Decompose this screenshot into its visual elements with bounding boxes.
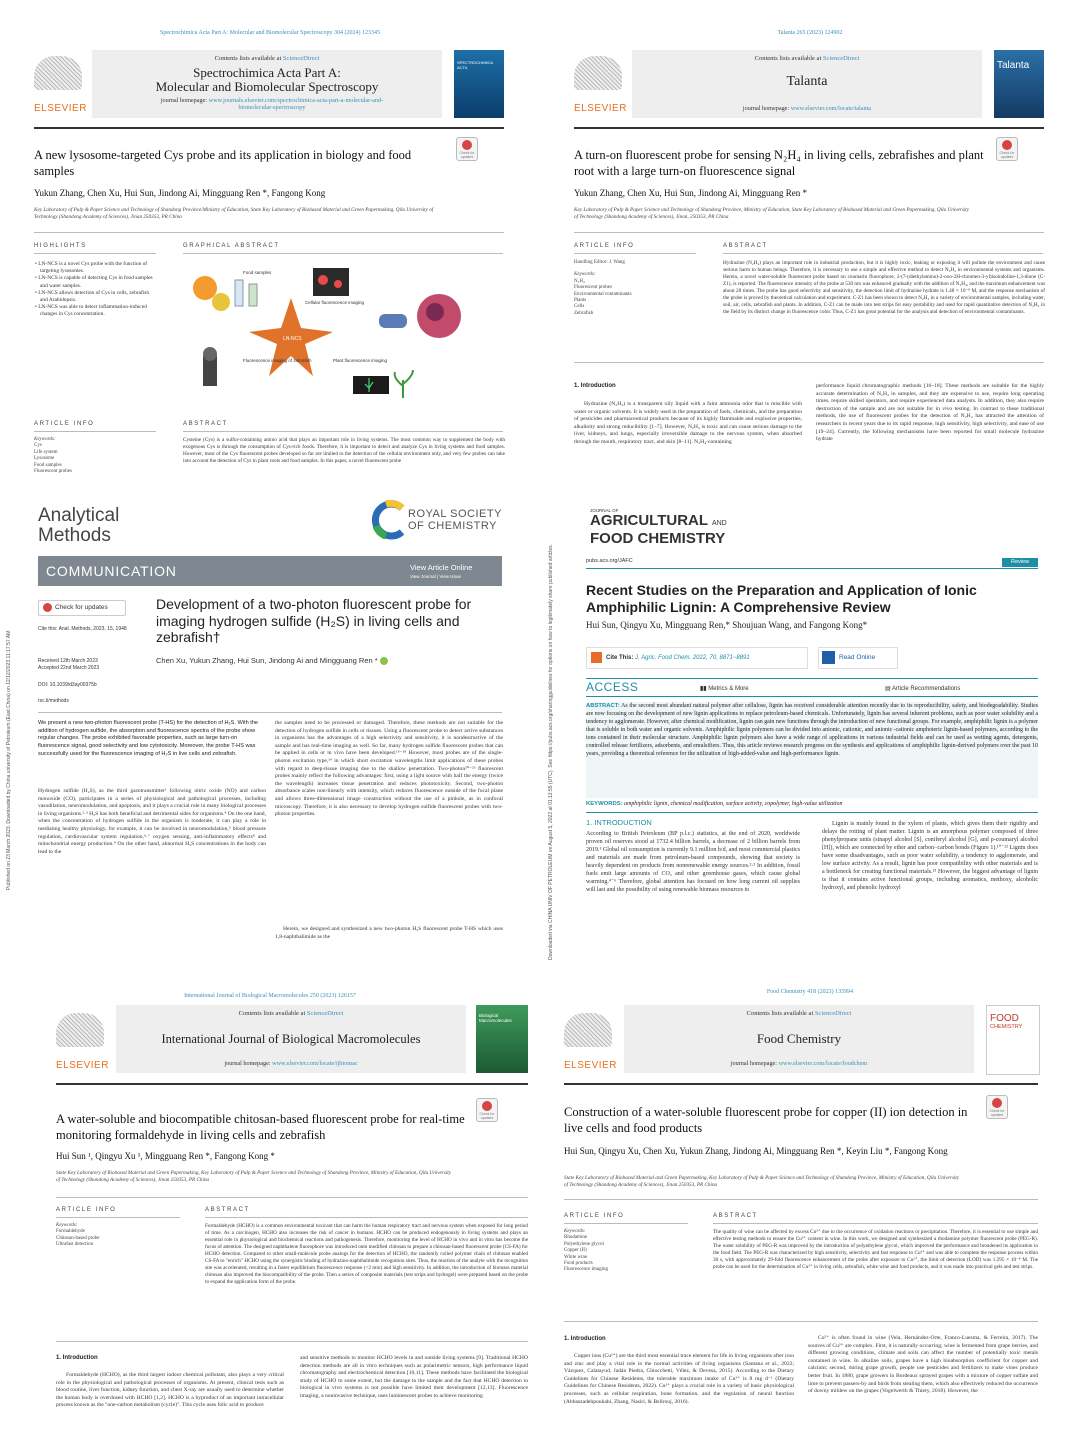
keyword: Food samples	[34, 462, 62, 468]
article-title: A water-soluble and biocompatible chitosan-based fluorescent probe for real-time monitoring formaldehyde in living cells and zebrafish	[56, 1112, 465, 1142]
divider	[574, 232, 1044, 233]
introduction-heading: 1. Introduction	[56, 1355, 98, 1361]
abstract-text: Cysteine (Cys) is a sulfur-containing amino acid that plays an important role in living systems. The most common way to supplement the body with exogenous Cys is through the consumption of Cys-rich foods. Therefore, it is important to detect and analyze Cys in living systems and food samples. However, most of the Cys fluorescent probes developed so far are limited to the detection of the cellular environment only, and very few probes can take into account the detection of Cys in plant roots and food samples. In this paper, a novel fluorescent probe	[183, 437, 505, 464]
keyword: N₂H₄	[574, 278, 585, 284]
abstract-text: Hydrazine (N₂H₄) plays an important role in industrial production, but it is highly toxic, leaking or exposing it will pollute the environment and cause serious harm to human beings. Therefore, it is necessary to use a simple and effective method to detect N₂H₄ in environmental systems and organisms. Herein, a novel water-soluble fluorescent probe based on coumarin fluorophore, 2-(7-(diethylamino)-2-oxo-2H-chromen-3-yl)isoindoline-1,3-dione (C-Z1), is reported. The fluorescence intensity of the probe at 530 nm was enhanced gradually with the addition of N₂H₄, and the maximum enhancement was about 28 times. The probe has good selectivity and sensitivity, the detection limit of hydrazine hydrate is 1.48 × 10⁻⁸ M, and the response mechanism of the probe is proved by theoretical calculation and experiment. C-Z1 has been shown to detect N₂H₄ in a variety of environmental samples, including water, soil, air, cells, zebrafish and plants. In addition, C-Z1 can be made into test strips for easy portability and used for rapid quantitative detection of N₂H₄ in the field by its distinct change in fluorescence color. Thus, C-Z1 has great potential for the analysis and detection of environmental contaminants.	[723, 260, 1045, 315]
rsc-logo-icon	[372, 500, 406, 540]
read-online-icon	[822, 651, 835, 664]
keywords: KEYWORDS: amphiphilic lignin, chemical modification, surface activity, copolymer, high-value utilization	[586, 801, 843, 807]
article-info-heading: ARTICLE INFO	[34, 421, 95, 427]
article-info-heading: ARTICLE INFO	[56, 1207, 117, 1213]
article-title: Development of a two-photon fluorescent probe for imaging hydrogen sulfide (H₂S) in living cells and zebrafish†	[156, 596, 472, 645]
journal-title: International Journal of Biological Macromolecules	[161, 1032, 421, 1046]
view-article-online-link[interactable]: View Article Online	[410, 563, 473, 572]
zebrafish-icon	[379, 314, 407, 328]
article-info-heading: ARTICLE INFO	[564, 1213, 625, 1219]
divider	[56, 1341, 528, 1342]
check-for-updates-button[interactable]: Check for updates	[38, 600, 126, 616]
divider	[205, 1217, 528, 1218]
divider	[574, 253, 696, 254]
divider	[38, 712, 502, 713]
keyword: Chitosan-based probe	[56, 1235, 100, 1241]
keyword: Plants	[574, 298, 587, 304]
ga-label: Fluorescence imaging of zebrafish	[243, 358, 312, 363]
sciencedirect-link[interactable]: ScienceDirect	[282, 55, 320, 62]
communication-bar	[38, 556, 502, 586]
highlight-item: • LN-NCS is a novel Cys probe with the function of targeting lysosomes.	[35, 261, 148, 275]
publisher-logo: ELSEVIER	[574, 103, 627, 114]
check-for-updates-badge[interactable]: Check for updates	[986, 1095, 1008, 1119]
sciencedirect-link[interactable]: ScienceDirect	[306, 1010, 344, 1017]
divider	[56, 1197, 528, 1198]
author-list: Chen Xu, Yukun Zhang, Hui Sun, Jindong Ai and Mingguang Ren *	[156, 656, 388, 665]
cell-image-icon	[313, 268, 349, 296]
panel-ijbiomac	[0, 965, 540, 1440]
affiliation: Key Laboratory of Pulp & Paper Science and Technology of Shandong Province, Ministry of Education, State Key Laboratory of Biobased Material and Green Papermaking, Qilu University of Technology (Shandong Academy of Sciences), Jinan, 250353, PR China	[574, 207, 970, 220]
intro-column-1: Hydrogen sulfide (H₂S), as the third gasotransmitter¹ following nitric oxide (NO) and carbon monoxide (CO), participates in a series of physiological and pathological processes, including vasodilation, neuromodulation, and apoptosis, and it plays a crucial role in many biological processes in living organisms.²·³ H₂S has both beneficial and detrimental sides for organisms.⁴ On the one hand, when the concentration of hydrogen sulfide in the organism is moderate, it can play a role in mediating healthy physiology, for example, it can be involved in neuromodulation,⁵ blood pressure regulation, cardiovascular system regulation,⁶·⁷ oxygen sensing, anti-inflammatory effects⁸ and mitochondrial energy production.⁹ On the other hand, abnormal H₂S concentrations in the body can lead to the	[38, 788, 266, 855]
journal-cover: Talanta	[994, 50, 1044, 118]
download-sidebar: Downloaded via CHINA UNIV OF PETROLEUM on August 5, 2022 at 01:13:55 (UTC). See https://pubs.acs.org/sharingguidelines for options on how to legitimately share published articles.	[548, 543, 554, 960]
abstract-heading: ABSTRACT	[205, 1207, 250, 1213]
author-list: Hui Sun ¹, Qingyu Xu ¹, Mingguang Ren *, Fangong Kong *	[56, 1151, 275, 1161]
contents-line: Contents lists available at ScienceDirect	[746, 1010, 852, 1017]
highlights-heading: HIGHLIGHTS	[34, 243, 87, 249]
keyword: Polyethylene glycol	[564, 1241, 604, 1247]
divider	[586, 696, 1038, 697]
intro-column-1: Copper ions (Cu²⁺) are the third most essential trace element for life in living organisms after iron and zinc and play a vital role in the normal activities of living organisms (Santana et al., 2022; Vázquez, Calatayud, Jadán Piedra, Chiocchetti, Vélez, & Devesa, 2015). According to the Dietary Guidelines for Chinese Residents, the tolerable maximum intake of Cu²⁺ is 8 mg d⁻¹ (Dietary Guidelines for Chinese Residents, 2022). Cu²⁺ plays a crucial role in a variety of basic physiological processes, such as cellular respiration, bone formation, and the regulation of neural function (Abbaszadehpoukahi, Zhang, Nasiri, & Bellrouj, 2016).	[564, 1353, 794, 1405]
fruit-icon	[212, 293, 230, 311]
keywords: Keywords: Cys Life system Lysosome Food samples Fluorescent probes	[34, 437, 72, 475]
homepage-link[interactable]: www.elsevier.com/locate/foodchem	[778, 1060, 868, 1067]
rsc-name: ROYAL SOCIETY OF CHEMISTRY	[408, 508, 502, 532]
intro-column-2: performance liquid chromatographic methods [16–18]. These methods are suitable for the highly accurate determination of N₂H₄ in samples, and they are expensive to use, require long operating times, require skilled operators, and require experienced data analysts. In addition, they also require destruction of the sample and are not suitable for in vivo testing. In contrast to these traditional methods, the use of fluorescent probes for the detection of N₂H₄ has attracted the attention of researchers in recent years due to its rapid response, high sensitivity, high selectivity, and ease of use [19–24]. Currently, the following mechanisms have been reported for small molecule hydrazine hydrate	[816, 383, 1044, 443]
check-for-updates-badge[interactable]: Check for updates	[996, 137, 1018, 161]
keywords: Keywords: Formaldehyde Chitosan-based probe Ultrafast detection	[56, 1223, 100, 1248]
keyword: Fluorescence imaging	[564, 1267, 609, 1273]
view-journal-link[interactable]: View Journal | View Issue	[410, 574, 462, 579]
contents-line: Contents lists available at ScienceDirect	[238, 1010, 344, 1017]
download-sidebar: Published on 23 March 2023. Downloaded by China university of Petroleum (East China) on 12/12/2023 11:17:57 AM.	[6, 629, 12, 890]
abstract-heading: ABSTRACT	[713, 1213, 758, 1219]
journal-reference[interactable]: Spectrochimica Acta Part A: Molecular and Biomolecular Spectroscopy 304 (2024) 123345	[160, 30, 380, 36]
elsevier-tree-logo	[574, 56, 622, 90]
orange-fruit-icon	[193, 276, 217, 300]
keyword: Cys	[34, 443, 42, 449]
keyword: Cells	[574, 304, 585, 310]
cite-this-box[interactable]: Cite This: J. Agric. Food Chem. 2022, 70, 8871−8891	[586, 647, 808, 669]
journal-reference[interactable]: International Journal of Biological Macromolecules 250 (2023) 126157	[184, 993, 356, 999]
journal-cover: FOOD CHEMISTRY	[986, 1005, 1040, 1075]
journal-header-box	[632, 50, 982, 118]
rsc-link[interactable]: rsc.li/methods	[38, 698, 69, 704]
read-online-button[interactable]: Read Online	[818, 647, 898, 669]
intro-column-2: Cu²⁺ is often found in wine (Vela, Hernández-Orte, Franco-Luesma, & Ferreira, 2017). The sources of Cu²⁺ are complex. First, it is naturally occurring; wine is fermented from grape berries, and different growing conditions, climate and soils can affect the number of potentially toxic metals contained in wine. In alkaline soils, grapes have a high bioabsorption coefficient for copper and calcium; second, during grape growth, people use pesticides and fertilizers to make vines produce better fruit. In 1880, grape growers in Bordeaux sprayed grapes with a mixture of copper sulfate and lime to prevent passers-by and birds from stealing them, which also effectively reduced the occurrence of downy mildew on the grapes (Vogelwerth & Thiery, 2018). However, the	[808, 1335, 1038, 1395]
abstract-box: ABSTRACT: As the second most abundant natural polymer after cellulose, lignin has received considerable attention recently due to its reproducibility, safety, and biodegradability. Studies are now focusing on the development of new lignin applications to replace petroleum-based chemicals. Unfortunately, lignin has several inherent problems, such as poor water solubility and a tendency to agglomerate. However, after chemical modification, lignin can gain new functions through the introduction of new functional groups. For example, amphiphilic lignin is a polymer that is soluble in both water and organic solvents. Amphiphilic lignin polymers can be divided into anionic, cationic, and anionic−cationic amphoteric lignin-based polymers, according to the ions contained in their molecular structure. Amphiphilic lignin polymers also have a wide range of applications in various industrial fields and can be used as wetting agents, detergents, controlled release fertilizers, adsorbents, and emulsifiers. Thus, this article reviews research progress on the synthesis and applications of amphiphilic lignin-derived polymers over the past 10 years, providing a theoretical reference for the utilization of high-added-value and high-performance lignin.	[586, 702, 1038, 798]
contents-line: Contents lists available at ScienceDirect	[214, 55, 320, 62]
author-list: Yukun Zhang, Chen Xu, Hui Sun, Jindong Ai, Mingguang Ren *, Fangong Kong	[34, 188, 326, 198]
author-list: Hui Sun, Qingyu Xu, Mingguang Ren,* Shoujuan Wang, and Fangong Kong*	[586, 620, 868, 630]
check-for-updates-badge[interactable]: Check for updates	[456, 137, 478, 161]
article-title: A new lysosome-targeted Cys probe and its application in biology and food samples	[34, 148, 412, 178]
panel-analytical-methods	[0, 480, 540, 965]
keyword: Life system	[34, 449, 58, 455]
keywords: Handling Editor: J. Wang Keywords: N₂H₄ Fluorescent probes Environmental contaminants Plants Cells Zebrafish	[574, 260, 632, 316]
check-updates-icon	[43, 603, 52, 612]
header-rule	[34, 127, 504, 129]
highlight-item: • LN-NCS allows detection of Cys in cells, zebrafish and Arabidopsis.	[35, 289, 150, 304]
cite-icon	[591, 652, 602, 663]
ga-label: Plant fluorescence imaging	[333, 358, 388, 363]
homepage-link[interactable]: www.elsevier.com/locate/ijbiomac	[272, 1060, 358, 1067]
publisher-logo: ELSEVIER	[564, 1060, 617, 1071]
highlight-item: • LN-NCS is capable of detecting Cys in food samples and water samples.	[35, 275, 153, 289]
journal-title: Food Chemistry	[756, 1031, 842, 1046]
keyword: Fluorescent probes	[34, 469, 72, 475]
keyword: Rhodamine	[564, 1235, 588, 1241]
cite-this: Cite this: Anal. Methods, 2023, 15, 1948	[38, 626, 127, 632]
keyword: Ultrafast detection	[56, 1242, 94, 1248]
journal-logo: AGRICULTURAL AND FOOD CHEMISTRY	[590, 512, 727, 547]
intro-column-1: Formaldehyde (HCHO), as the third largest indoor chemical pollutant, also plays a very critical role in the physiological and pathological processes of organisms. At present, clinical tests such as blood routine, liver function, kidney function, and chest X-ray are usually used to determine whether the human body is overdosed with HCHO [1,2]. HCHO is a byproduct of an important intracellular process known as the "one-carbon metabolism (cycle)". This cycle uses folic acid to produce	[56, 1372, 284, 1409]
abstract-heading: ABSTRACT	[723, 243, 768, 249]
affiliation: State Key Laboratory of Biobased Material and Green Papermaking, Key Laboratory of Pulp & Paper Science and Technology of Shandong Province, Ministry of Education, Qilu University of Technology (Shandong Academy of Sciences), Jinan 250353, PR China	[56, 1170, 452, 1183]
divider	[713, 1223, 1038, 1224]
divider	[34, 232, 504, 233]
abstract-heading: ABSTRACT	[183, 421, 228, 427]
divider	[586, 678, 1038, 679]
elsevier-tree-logo	[56, 1013, 104, 1047]
abstract-text: Formaldehyde (HCHO) is a common environmental toxicant that can harm the human respiratory tract and nervous system when exposed for long period of time. As a carcinogen, HCHO also increases the risk of cancer in humans. HCHO can be produced endogenously in living systems and plays an essential role in physiological and biochemical reactions and pathogenesis. Therefore, monitoring the level of HCHO in vivo and in vitro has become the focus of attention. The designed naphthalene fluorophore was introduced onto modified chitosan to prepare a chitosan-based fluorescent probe (CS-FA) for HCHO detection. Compared to other small-molecule probe analogs for the detection of HCHO, the randomly coiled polymer chain of chitosan enabled CS-FA to "enrich" HCHO using the synergistic binding of hydrazino-naphthalimide recognition sites. Thus, the reaction of the analyte with the recognition site was accelerated, resulting in a faster equilibrium fluorescence response (<2 min) and high sensitivity. In addition, the introduction of biomass material chitosan also improved the biocompatibility of the probe. Then a series of composite materials (test strips and hydrogel) were prepared based on the probe to expand the application form of the probe.	[205, 1223, 528, 1285]
journal-cover: Biological Macromolecules	[476, 1005, 528, 1073]
affiliation: State Key Laboratory of Biobased Material and Green Papermaking, Key Laboratory of Pulp & Paper Science and Technology of Shandong Province, Ministry of Education, Qilu University of Technology (Shandong Academy of Sciences), Jinan 250353, PR China	[564, 1175, 960, 1188]
abstract-text: The quality of wine can be affected by excess Cu²⁺ due to the occurrence of oxidation reactions or precipitation. Therefore, it is essential to use simple and effective testing methods to ensure the Cu²⁺ content in wine. In this work, we designed and synthesized a rhodamine polymer fluorescent probe (PEG-R). The water solubility of PEG-R was improved by the introduction of polyethylene glycol, which improved the performance and broadened its application in the food field. The PEG-R was characterized by high sensitivity, selectivity and fast response to Cu²⁺ and was able to complete the response process within 30 s, with approximately 29-fold fluorescence enhancement of the probe after exposure to Cu²⁺, the limit of detection (LOD) was 1.295 × 10⁻⁸ M. The probe can be used for the determination of Cu²⁺ in living cells, zebrafish, white wine and food products, and it was made into practical gels and test strips.	[713, 1229, 1038, 1270]
panel-food-chemistry	[540, 965, 1080, 1440]
article-title: Construction of a water-soluble fluorescent probe for copper (II) ion detection in live cells and food products	[564, 1105, 968, 1135]
elsevier-tree-logo	[564, 1013, 612, 1047]
journal-logo: Analytical Methods	[38, 505, 120, 546]
journal-header-box	[624, 1005, 974, 1073]
journal-title: Spectrochimica Acta Part A: Molecular and Biomolecular Spectroscopy	[155, 65, 379, 94]
ga-label: Food samples	[243, 270, 272, 275]
homepage-link[interactable]: www.elsevier.com/locate/talanta	[790, 105, 872, 112]
contents-line: Contents lists available at ScienceDirect	[754, 55, 860, 62]
introduction-heading: 1. INTRODUCTION	[586, 818, 652, 827]
journal-reference[interactable]: Food Chemistry 418 (2023) 135994	[766, 989, 854, 995]
intro-column-2: and sensitive methods to monitor HCHO levels in and outside living systems [9]. Traditional HCHO detection methods are all in vitro techniques such as polarimetric sensors, high performance liquid chromatography and electrochemical detection [10,11]. These methods have facilitated the biological study of HCHO to some extent, but the damage to the sample and the fact that HCHO detection in biological in vivo systems is not possible have limited their development [12,13]. Fluorescence imaging, a noninvasive technique, uses luminescent probes to achieve monitoring	[300, 1355, 528, 1399]
author-list: Hui Sun, Qingyu Xu, Chen Xu, Yukun Zhang, Jindong Ai, Mingguang Ren *, Keyin Liu *, Fangong Kong	[564, 1146, 948, 1156]
handling-editor: Handling Editor: J. Wang	[574, 260, 625, 265]
introduction-heading: 1. Introduction	[574, 383, 616, 389]
keyword: Zebrafish	[574, 310, 594, 316]
check-for-updates-badge[interactable]: Check for updates	[476, 1098, 498, 1122]
keyword: Environmental contaminants	[574, 291, 632, 297]
review-badge: Review	[1002, 558, 1038, 567]
header-rule	[564, 1083, 1038, 1085]
sciencedirect-link[interactable]: ScienceDirect	[814, 1010, 852, 1017]
journal-url[interactable]: pubs.acs.org/JAFC	[586, 558, 633, 564]
divider	[183, 253, 503, 254]
header-rule	[56, 1083, 528, 1085]
article-info-heading: ARTICLE INFO	[574, 243, 635, 249]
panel-spectrochimica	[0, 0, 540, 480]
ga-label: Cellular fluorescence imaging	[305, 300, 365, 305]
metrics-link[interactable]: ▮▮ Metrics & More	[700, 686, 749, 692]
received-dates: Received 12th March 2023 Accepted 22nd March 2023	[38, 658, 100, 671]
keyword: Fluorescent probes	[574, 285, 612, 291]
ga-label: LN-NCS	[283, 336, 302, 342]
divider	[586, 812, 1038, 813]
homepage-link[interactable]: www.journals.elsevier.com/spectrochimica-acta-part-a-molecular-and-biomolecular-spectroscopy	[208, 97, 384, 111]
introduction-heading: 1. Introduction	[564, 1336, 606, 1342]
recommendations-link[interactable]: ▤ Article Recommendations	[885, 686, 961, 692]
affiliation: Key Laboratory of Pulp & Paper Science and Technology of Shandong Province/Ministry of Education, State Key Laboratory of Biobased Material and Green Papermaking, Qilu University of Technology (Shandong Academy of Sciences), Jinan 250353, PR China	[34, 207, 434, 220]
bottle-icon	[235, 280, 243, 306]
divider	[574, 362, 1044, 363]
intro-column-2: Lignin is mainly found in the xylem of plants, which gives them their rigidity and delays the rotting of plant matter. Lignin is an amorphous polymer composed of three phenylpropane units (sinapyl alcohol [S], coniferyl alcohol [G], and p-coumaryl alcohol [H]), which are connected by ether and carbon−carbon bonds (Figure 1).¹⁰⁻¹² Lignin does have some disadvantages, such as poor water solubility, a tendency to agglomerate, and low surface activity. As a result, lignin has poor compatibility with other materials and is a bottleneck for creating functional materials.¹³ However, the biggest advantage of lignin is that it contains active functional groups, including aromatics, methoxy, alcoholic hydroxyl, and phenolic hydroxyl	[822, 821, 1038, 891]
divider	[56, 1217, 180, 1218]
elsevier-tree-logo	[34, 56, 82, 90]
article-title: A turn-on fluorescent probe for sensing N₂H₄ in living cells, zebrafishes and plant root with a large turn-on fluorescence signal	[574, 148, 984, 178]
journal-of: JOURNAL OF	[590, 508, 619, 513]
graphical-abstract-heading: GRAPHICAL ABSTRACT	[183, 243, 280, 249]
divider	[586, 568, 1038, 569]
orcid-icon	[380, 657, 388, 665]
keyword: White wine	[564, 1254, 588, 1260]
journal-reference[interactable]: Talanta 265 (2023) 124902	[777, 30, 843, 36]
article-title: Recent Studies on the Preparation and Application of Ionic Amphiphilic Lignin: A Comprehensive Review	[586, 582, 977, 615]
author-list: Yukun Zhang, Chen Xu, Hui Sun, Jindong Ai, Mingguang Ren *	[574, 188, 807, 198]
bottle-icon	[249, 284, 257, 306]
journal-homepage: journal homepage: www.elsevier.com/locate/talanta	[742, 105, 872, 112]
abstract-text: As the second most abundant natural polymer after cellulose, lignin has received considerable attention recently due to its reproducibility, safety, and biodegradability. Studies are now focusing on the development of new lignin applications to replace petroleum-based chemicals. Unfortunately, lignin has several inherent problems, such as poor water solubility and a tendency to agglomerate. However, after chemical modification, lignin can gain new functions through the introduction of new functional groups. For example, amphiphilic lignin is a polymer that is soluble in both water and organic solvents. Amphiphilic lignin polymers can be divided into anionic, cationic, and anionic−cationic amphoteric lignin-based polymers, according to the ions contained in their molecular structure. Amphiphilic lignin polymers also have a wide range of applications in various industrial fields and can be used as wetting agents, detergents, controlled release fertilizers, adsorbents, and emulsifiers. Thus, this article reviews research progress on the synthesis and applications of amphiphilic lignin-derived polymers over the past 10 years, providing a theoretical reference for the utilization of high-added-value and high-performance lignin.	[586, 703, 1038, 757]
keyword: Food products	[564, 1261, 593, 1267]
keywords: Keywords: Rhodamine Polyethylene glycol Copper (II) White wine Food products Fluorescence imaging	[564, 1229, 609, 1273]
journal-title: Talanta	[786, 74, 828, 89]
journal-homepage: journal homepage: www.elsevier.com/locate/ijbiomac	[224, 1060, 358, 1067]
abstract-text: We present a new two-photon fluorescent probe (T-HS) for the detection of H₂S. With the addition of hydrogen sulfide, the absorption and fluorescence spectra of the probe show regular changes. The probe exhibited favorable properties, such as large turn-on fluorescence signal, good selectivity and low cytotoxicity. Moreover, the probe T-HS was successfully used for the fluorescence imaging of H₂S in live cells and zebrafish.	[38, 720, 259, 757]
divider	[564, 1223, 688, 1224]
header-rule	[574, 127, 1044, 129]
intro-column-1: Hydrazine (N₂H₄) is a transparent oily liquid with a faint ammonia odor that is miscible with water or organic solvents. It is widely used in the preparation of fuels, chemicals, and the preparation of pesticides and pharmaceutical products because of its highly flammable and explosive properties, alkalinity and strong reducibility [1–7]. However, N₂H₄ is toxic and can cause serious damage to the liver, kidneys, and lungs, especially irreversible damage to the nervous system, when absorbed through the mouth, respiratory tract, and skin [8–11]. N₂H₄-containing	[574, 401, 802, 445]
divider	[564, 1199, 1038, 1200]
divider	[34, 253, 156, 254]
panel-talanta	[540, 0, 1080, 480]
keyword: Formaldehyde	[56, 1229, 85, 1235]
journal-homepage: journal homepage: www.elsevier.com/locate/foodchem	[730, 1060, 868, 1067]
panel-jafc	[540, 480, 1080, 965]
keyword: Copper (II)	[564, 1248, 587, 1254]
journal-homepage: journal homepage: www.journals.elsevier.com/spectrochimica-acta-part-a-molecular-and-biomolecular-spectroscopy	[160, 97, 384, 111]
highlights-list	[34, 261, 156, 319]
doi[interactable]: DOI: 10.1039/d3ay00375b	[38, 682, 97, 688]
plant-icon	[395, 370, 413, 398]
graphical-abstract-image	[183, 258, 503, 406]
keyword: Lysosome	[34, 456, 55, 462]
journal-header-box	[116, 1005, 466, 1073]
journal-cover: SPECTROCHIMICA ACTA	[454, 50, 504, 118]
publisher-logo: ELSEVIER	[34, 103, 87, 114]
journal-header-box	[92, 50, 442, 118]
access-label: ACCESS	[586, 680, 639, 694]
divider	[564, 1321, 1038, 1322]
sciencedirect-link[interactable]: ScienceDirect	[822, 55, 860, 62]
intro-column-1: According to British Petroleum (BP p.l.c.) statistics, at the end of 2020, worldwide proven oil reserves stood at 1732.4 billion barrels, a decrease of 2 billion barrels from 2019.¹ Global oil consumption is currently 9.1 million b/d, and most commercial plastics and materials are made from petroleum-based compounds, showing that society is heavily dependent on products from nonrenewable energy sources.²·³ In addition, fossil fuels emit large amounts of CO₂ and other greenhouse gases, which cause global warming.⁴⁻⁶ Therefore, global attention has focused on how long current oil supplies will last and the possibility of using renewable biomass resources to	[586, 831, 800, 893]
publisher-logo: ELSEVIER	[56, 1060, 109, 1071]
intro-column-2: the samples need to be processed or damaged. Therefore, these methods are not suitable for the detection of hydrogen sulfide in cells or tissues. Using a fluorescent probe to detect active substances in organisms has the advantages of a high selectivity and sensitivity, it is nondestructive of the sample and has real-time imaging as well. So far, many hydrogen sulfide fluorescent probes that can be applied in cells or in vivo have been developed.¹⁶⁻¹⁸ However, most probes are of the single-photon excitation type,¹⁹ in which short excitation wavelengths limit applications of these probes with regard to deep-tissue imaging due to the shallow penetration. Two-photon²⁰⁻²³ fluorescent probes mainly reflect the following advantages: first, using a light source with half the energy (twice the wavelength) increases tissue penetration and reduces phototoxicity. Second, two-photon absorbance scales non-linearly with intensity, which reduces fluorescence outside of the focal plane and allows three-dimensional image construction without the use of a pinhole, as in confocal microscopy. Therefore, it is also necessary to develop hydrogen sulfide fluorescent probes with two-photon properties.	[275, 720, 503, 818]
divider	[183, 431, 503, 432]
section-label: COMMUNICATION	[46, 563, 177, 579]
intro-column-2-tail: Herein, we designed and synthesized a new two-photon H₂S fluorescent probe T-HS which uses 1,8-naphthalimide as the	[275, 926, 503, 940]
divider	[34, 431, 156, 432]
highlight-item: • LN-NCS was able to detect inflammation-induced changes in Cys concentration.	[35, 304, 147, 318]
divider	[723, 253, 1043, 254]
